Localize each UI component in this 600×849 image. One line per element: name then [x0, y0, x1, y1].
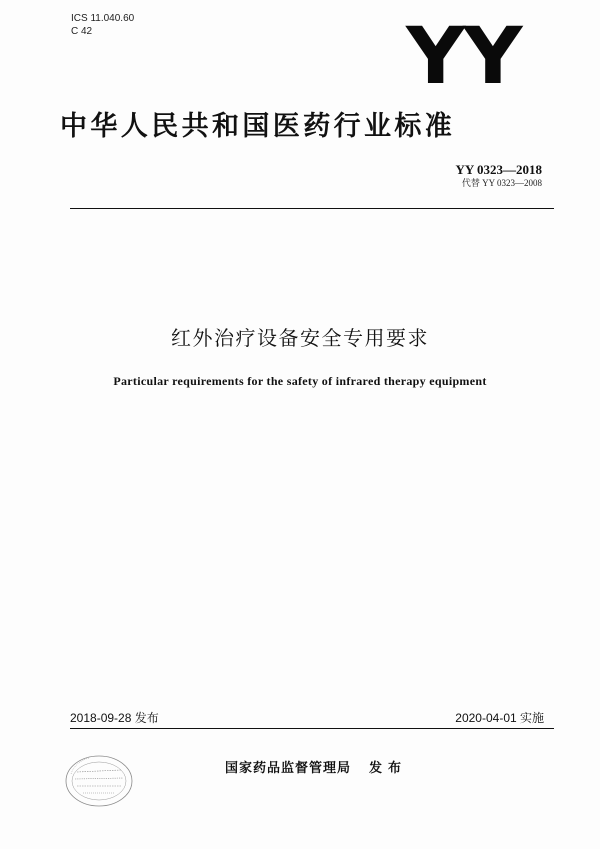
top-divider — [70, 208, 554, 209]
replaced-standard-code: YY 0323—2008 — [482, 178, 542, 188]
publish-action: 发布 — [369, 761, 408, 776]
yy-logo: YY — [406, 12, 521, 102]
ics-code: ICS 11.040.60 — [71, 13, 135, 24]
standard-number-block — [455, 163, 542, 189]
issue-date: 2018-09-28 发布 — [70, 711, 159, 725]
document-title-english: Particular requirements for the safety of infrared therapy equipment — [113, 374, 487, 388]
document-title-chinese: 红外治疗设备安全专用要求 — [171, 326, 429, 350]
ccs-code: C 42 — [71, 26, 93, 37]
watermark-stamp — [63, 752, 135, 810]
implementation-date: 2020-04-01 实施 — [455, 711, 544, 725]
replaces-line — [455, 177, 542, 189]
industry-standard-title: 中华人民共和国医药行业标准 — [60, 111, 456, 142]
replaces-prefix: 代替 — [461, 178, 480, 188]
bottom-divider — [70, 728, 554, 729]
publisher-line — [225, 757, 407, 776]
publisher-name: 国家药品监督管理局 — [225, 761, 352, 776]
classification-codes — [71, 12, 134, 38]
standard-code: YY 0323—2018 — [455, 162, 542, 177]
